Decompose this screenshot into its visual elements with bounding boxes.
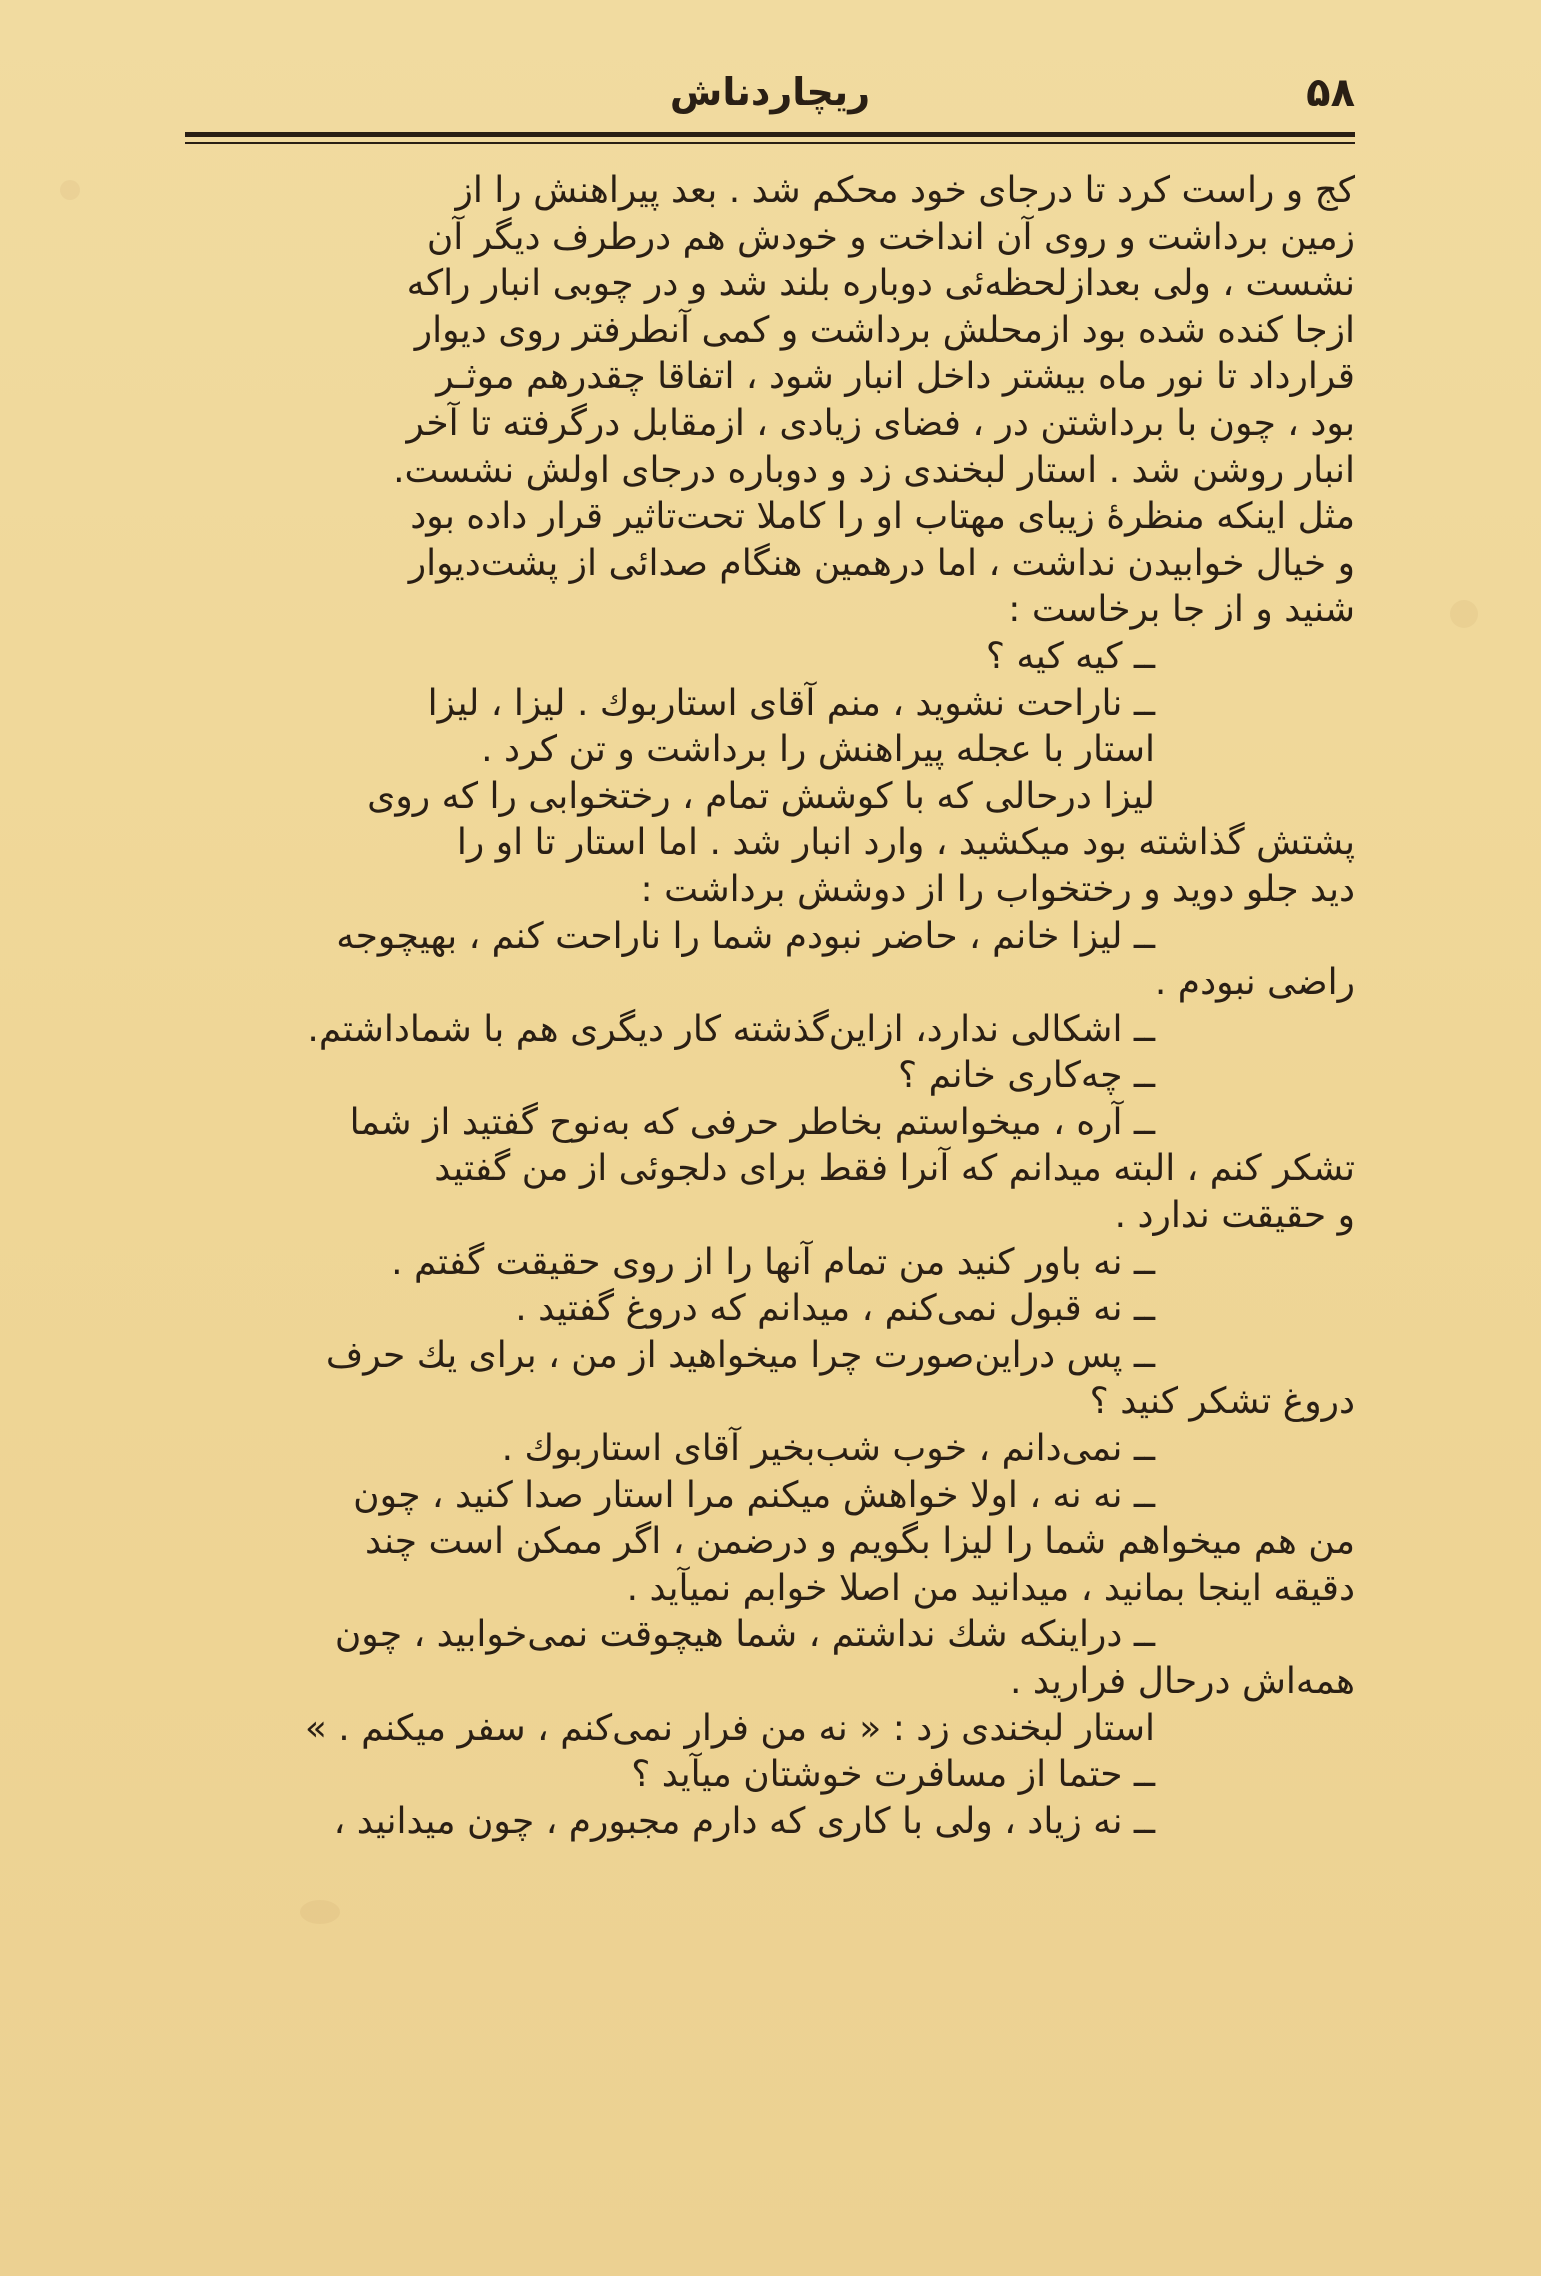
dialogue-line: ــ پس دراین‌صورت چرا میخواهید از من ، برای یك حرف bbox=[325, 1334, 1155, 1376]
dialogue-line: ــ لیزا خانم ، حاضر نبودم شما را ناراحت کنم ، بهیچوجه bbox=[336, 915, 1155, 957]
text-line: نشست ، ولی بعدازلحظه‌ئی دوباره بلند شد و در چوبی انبار راکه bbox=[406, 263, 1355, 305]
page-header bbox=[185, 70, 1355, 130]
dialogue-line: ــ چه‌کاری خانم ؟ bbox=[898, 1055, 1155, 1097]
text-line: ازجا کنده شده بود ازمحلش برداشت و کمی آنطرفتر روی دیوار bbox=[414, 309, 1355, 351]
text-line: و حقیقت ندارد . bbox=[1114, 1195, 1355, 1237]
text-line: کج و راست کرد تا درجای خود محکم شد . بعد پیراهنش را از bbox=[455, 170, 1355, 211]
body-text bbox=[185, 168, 1355, 1845]
text-line: لیزا درحالی که با کوشش تمام ، رختخوابی را که روی bbox=[367, 775, 1155, 817]
text-line: تشکر کنم ، البته میدانم که آنرا فقط برای دلجوئی از من گفتید bbox=[434, 1148, 1355, 1190]
text-line: قرارداد تا نور ماه بیشتر داخل انبار شود ، اتفاقا چقدرهم موثـر bbox=[436, 356, 1355, 398]
text-line: همه‌اش درحال فرارید . bbox=[1010, 1661, 1355, 1702]
text-line: و خیال خوابیدن نداشت ، اما درهمین هنگام صدائی از پشت‌دیوار bbox=[408, 542, 1355, 584]
text-line: استار لبخندی زد : « نه من فرار نمی‌کنم ، سفر میکنم . » bbox=[304, 1707, 1155, 1749]
text-line: انبار روشن شد . استار لبخندی زد و دوباره درجای اولش نشست. bbox=[393, 449, 1355, 491]
text-line: دروغ تشکر کنید ؟ bbox=[1089, 1381, 1355, 1423]
paper-stain bbox=[60, 180, 80, 200]
dialogue-line: ــ اشکالی ندارد، ازاین‌گذشته کار دیگری هم با شماداشتم. bbox=[307, 1008, 1155, 1050]
dialogue-line: ــ آره ، میخواستم بخاطر حرفی که به‌نوح گفتید از شما bbox=[349, 1101, 1155, 1143]
header-rule-thin bbox=[185, 142, 1355, 144]
running-title: ریچاردناش bbox=[669, 70, 871, 114]
dialogue-line: ــ دراینکه شك نداشتم ، شما هیچوقت نمی‌خوابید ، چون bbox=[334, 1614, 1155, 1656]
dialogue-line: ــ نه زیاد ، ولی با کاری که دارم مجبورم ، چون میدانید ، bbox=[333, 1800, 1155, 1842]
text-line: راضی نبودم . bbox=[1154, 962, 1355, 1004]
dialogue-line: ــ نه نه ، اولا خواهش میکنم مرا استار صدا کنید ، چون bbox=[353, 1474, 1155, 1516]
text-line: زمین برداشت و روی آن انداخت و خودش هم درطرف دیگر آن bbox=[426, 216, 1355, 258]
text-line: استار با عجله پیراهنش را برداشت و تن کرد . bbox=[481, 729, 1155, 771]
text-line: دقیقه اینجا بمانید ، میدانید من اصلا خوابم نمیآید . bbox=[626, 1567, 1355, 1609]
text-line: شنید و از جا برخاست : bbox=[1008, 589, 1355, 631]
dialogue-line: ــ حتما از مسافرت خوشتان میآید ؟ bbox=[631, 1754, 1155, 1796]
text-line: مثل اینکه منظرهٔ زیبای مهتاب او را کاملا تحت‌تاثیر قرار داده بود bbox=[410, 496, 1355, 538]
dialogue-line: ــ ناراحت نشوید ، منم آقای استاربوك . لیزا ، لیزا bbox=[427, 682, 1155, 724]
paper-stain bbox=[300, 1900, 340, 1924]
dialogue-line: ــ نه قبول نمی‌کنم ، میدانم که دروغ گفتید . bbox=[515, 1288, 1155, 1330]
text-line: دید جلو دوید و رختخواب را از دوشش برداشت : bbox=[640, 868, 1355, 910]
text-line: پشتش گذاشته بود میکشید ، وارد انبار شد . اما استار تا او را bbox=[456, 822, 1355, 864]
text-line: بود ، چون با برداشتن در ، فضای زیادی ، ازمقابل درگرفته تا آخر bbox=[406, 402, 1355, 444]
page-number: ۵۸ bbox=[1306, 70, 1355, 116]
dialogue-line: ــ نه باور کنید من تمام آنها را از روی حقیقت گفتم . bbox=[391, 1241, 1155, 1283]
dialogue-line: ــ نمی‌دانم ، خوب شب‌بخیر آقای استاربوك . bbox=[501, 1428, 1155, 1470]
text-line: من هم میخواهم شما را لیزا بگویم و درضمن ، اگر ممکن است چند bbox=[365, 1521, 1355, 1563]
dialogue-line: ــ کیه کیه ؟ bbox=[985, 635, 1155, 677]
paper-stain bbox=[1450, 600, 1478, 628]
header-rule-thick bbox=[185, 132, 1355, 137]
